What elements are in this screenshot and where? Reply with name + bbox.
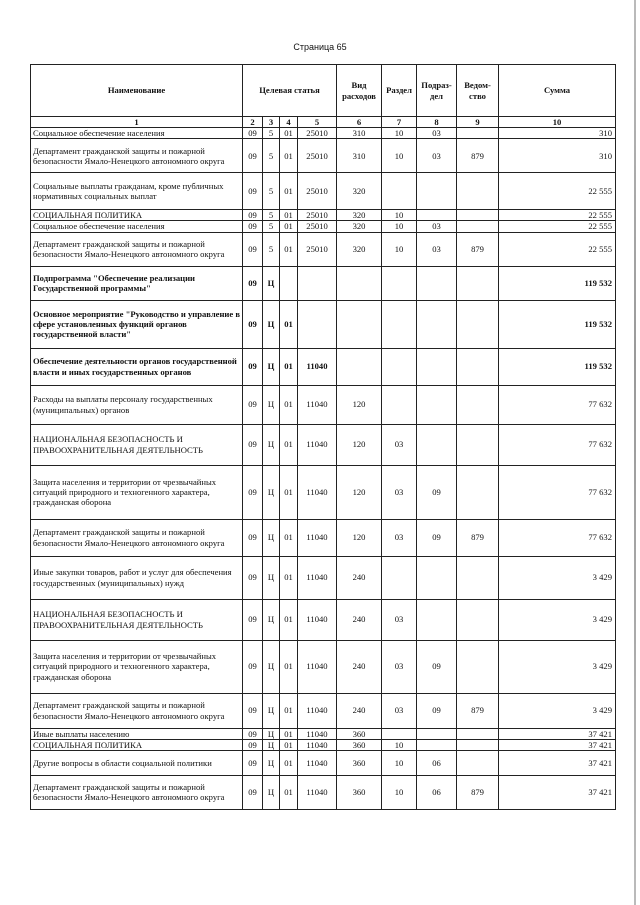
section-code: [382, 300, 417, 348]
row-name: Департамент гражданской защиты и пожарной безопасности Ямало-Ненецкого автономного округа: [31, 232, 243, 266]
expense-type: 120: [337, 519, 382, 556]
col-number: 2: [243, 117, 263, 128]
row-name: НАЦИОНАЛЬНАЯ БЕЗОПАСНОСТЬ И ПРАВООХРАНИТЕЛЬНАЯ ДЕЯТЕЛЬНОСТЬ: [31, 424, 243, 465]
target-code-program: 09: [243, 266, 263, 300]
subsection-code: [417, 556, 457, 599]
target-code-event: 01: [280, 519, 298, 556]
row-name: СОЦИАЛЬНАЯ ПОЛИТИКА: [31, 210, 243, 221]
target-code-event: 01: [280, 556, 298, 599]
row-name: Расходы на выплаты персоналу государственных (муниципальных) органов: [31, 385, 243, 424]
expense-type: 120: [337, 385, 382, 424]
expense-type: 240: [337, 640, 382, 693]
target-code-subprogram: Ц: [263, 750, 280, 775]
expense-type: 120: [337, 465, 382, 519]
department-code: 879: [457, 139, 499, 173]
expense-type: 240: [337, 693, 382, 728]
target-code-direction: 11040: [298, 385, 337, 424]
target-code-direction: 11040: [298, 556, 337, 599]
target-code-subprogram: Ц: [263, 266, 280, 300]
expense-type: [337, 266, 382, 300]
expense-type: 320: [337, 210, 382, 221]
amount: 77 632: [499, 465, 616, 519]
subsection-code: [417, 348, 457, 385]
col-number: 4: [280, 117, 298, 128]
section-code: [382, 348, 417, 385]
amount: 3 429: [499, 640, 616, 693]
expense-type: 240: [337, 556, 382, 599]
amount: 310: [499, 128, 616, 139]
table-row: [31, 424, 616, 465]
target-code-event: 01: [280, 385, 298, 424]
row-name: Департамент гражданской защиты и пожарной безопасности Ямало-Ненецкого автономного округа: [31, 139, 243, 173]
amount: 37 421: [499, 750, 616, 775]
target-code-direction: 11040: [298, 424, 337, 465]
section-code: 03: [382, 519, 417, 556]
department-code: [457, 750, 499, 775]
amount: 77 632: [499, 424, 616, 465]
col-number: 5: [298, 117, 337, 128]
target-code-event: 01: [280, 348, 298, 385]
section-code: 10: [382, 221, 417, 232]
amount: 37 421: [499, 728, 616, 739]
target-code-program: 09: [243, 739, 263, 750]
section-code: [382, 266, 417, 300]
section-code: [382, 556, 417, 599]
target-code-program: 09: [243, 750, 263, 775]
section-code: 10: [382, 232, 417, 266]
subsection-code: 03: [417, 139, 457, 173]
amount: 119 532: [499, 300, 616, 348]
target-code-subprogram: Ц: [263, 519, 280, 556]
expense-type: 310: [337, 139, 382, 173]
target-code-program: 09: [243, 139, 263, 173]
amount: 3 429: [499, 693, 616, 728]
target-code-direction: 11040: [298, 728, 337, 739]
target-code-subprogram: Ц: [263, 556, 280, 599]
department-code: [457, 300, 499, 348]
target-code-subprogram: 5: [263, 221, 280, 232]
target-code-program: 09: [243, 348, 263, 385]
expense-type: 240: [337, 599, 382, 640]
department-code: 879: [457, 775, 499, 809]
target-code-event: 01: [280, 221, 298, 232]
expense-type: 320: [337, 232, 382, 266]
target-code-subprogram: Ц: [263, 465, 280, 519]
expense-type: 360: [337, 739, 382, 750]
department-code: [457, 210, 499, 221]
target-code-direction: 25010: [298, 210, 337, 221]
table-row: [31, 693, 616, 728]
department-code: [457, 128, 499, 139]
section-code: 10: [382, 739, 417, 750]
department-code: [457, 266, 499, 300]
table-row: [31, 728, 616, 739]
target-code-direction: 11040: [298, 519, 337, 556]
table-row: [31, 556, 616, 599]
target-code-event: 01: [280, 139, 298, 173]
department-code: [457, 465, 499, 519]
table-row: [31, 128, 616, 139]
row-name: НАЦИОНАЛЬНАЯ БЕЗОПАСНОСТЬ И ПРАВООХРАНИТЕЛЬНАЯ ДЕЯТЕЛЬНОСТЬ: [31, 599, 243, 640]
table-row: [31, 139, 616, 173]
target-code-event: 01: [280, 640, 298, 693]
expense-type: 360: [337, 775, 382, 809]
target-code-program: 09: [243, 556, 263, 599]
target-code-event: 01: [280, 128, 298, 139]
target-code-direction: 11040: [298, 739, 337, 750]
table-row: [31, 348, 616, 385]
section-code: 10: [382, 775, 417, 809]
target-code-event: [280, 266, 298, 300]
subsection-code: 09: [417, 465, 457, 519]
subsection-code: 09: [417, 640, 457, 693]
header-dept: Ведом-ство: [457, 65, 499, 117]
expense-type: 320: [337, 173, 382, 210]
target-code-subprogram: Ц: [263, 424, 280, 465]
row-name: Департамент гражданской защиты и пожарной безопасности Ямало-Ненецкого автономного округа: [31, 519, 243, 556]
department-code: [457, 385, 499, 424]
page-number: Страница 65: [293, 42, 347, 52]
target-code-program: 09: [243, 300, 263, 348]
amount: 3 429: [499, 599, 616, 640]
section-code: 03: [382, 465, 417, 519]
target-code-event: 01: [280, 599, 298, 640]
target-code-direction: 25010: [298, 221, 337, 232]
target-code-program: 09: [243, 221, 263, 232]
target-code-program: 09: [243, 519, 263, 556]
target-code-program: 09: [243, 775, 263, 809]
target-code-subprogram: Ц: [263, 640, 280, 693]
target-code-event: 01: [280, 232, 298, 266]
expense-type: 310: [337, 128, 382, 139]
expense-type: [337, 348, 382, 385]
col-number: 8: [417, 117, 457, 128]
header-name: Наименование: [31, 65, 243, 117]
department-code: [457, 221, 499, 232]
header-sum: Сумма: [499, 65, 616, 117]
target-code-event: 01: [280, 775, 298, 809]
department-code: 879: [457, 232, 499, 266]
amount: 22 555: [499, 221, 616, 232]
target-code-event: 01: [280, 300, 298, 348]
target-code-subprogram: Ц: [263, 348, 280, 385]
amount: 22 555: [499, 173, 616, 210]
table-row: [31, 640, 616, 693]
section-code: 10: [382, 750, 417, 775]
header-section: Раздел: [382, 65, 417, 117]
target-code-event: 01: [280, 173, 298, 210]
section-code: 10: [382, 139, 417, 173]
subsection-code: 09: [417, 693, 457, 728]
col-number: 10: [499, 117, 616, 128]
target-code-subprogram: Ц: [263, 775, 280, 809]
table-row: [31, 739, 616, 750]
table-row: [31, 750, 616, 775]
amount: 22 555: [499, 232, 616, 266]
target-code-event: 01: [280, 210, 298, 221]
target-code-direction: 11040: [298, 640, 337, 693]
subsection-code: [417, 210, 457, 221]
subsection-code: 03: [417, 232, 457, 266]
target-code-subprogram: Ц: [263, 599, 280, 640]
target-code-subprogram: Ц: [263, 300, 280, 348]
target-code-direction: 11040: [298, 750, 337, 775]
target-code-event: 01: [280, 739, 298, 750]
department-code: [457, 173, 499, 210]
section-code: 03: [382, 640, 417, 693]
subsection-code: 03: [417, 221, 457, 232]
expense-type: 360: [337, 728, 382, 739]
table-row: [31, 173, 616, 210]
target-code-subprogram: Ц: [263, 739, 280, 750]
section-code: 10: [382, 128, 417, 139]
section-code: [382, 728, 417, 739]
table-row: [31, 232, 616, 266]
target-code-subprogram: Ц: [263, 385, 280, 424]
target-code-direction: 11040: [298, 465, 337, 519]
subsection-code: [417, 385, 457, 424]
target-code-direction: 11040: [298, 599, 337, 640]
column-number-row: [31, 117, 616, 128]
target-code-program: 09: [243, 693, 263, 728]
target-code-direction: 11040: [298, 348, 337, 385]
amount: 37 421: [499, 739, 616, 750]
amount: 119 532: [499, 348, 616, 385]
department-code: [457, 556, 499, 599]
amount: 37 421: [499, 775, 616, 809]
target-code-program: 09: [243, 173, 263, 210]
expense-type: 120: [337, 424, 382, 465]
row-name: Иные закупки товаров, работ и услуг для обеспечения государственных (муниципальных) нужд: [31, 556, 243, 599]
target-code-direction: 25010: [298, 173, 337, 210]
target-code-direction: [298, 266, 337, 300]
department-code: [457, 739, 499, 750]
amount: 77 632: [499, 385, 616, 424]
target-code-subprogram: Ц: [263, 693, 280, 728]
section-code: 03: [382, 693, 417, 728]
department-code: [457, 348, 499, 385]
target-code-direction: [298, 300, 337, 348]
target-code-event: 01: [280, 424, 298, 465]
section-code: 03: [382, 424, 417, 465]
subsection-code: 09: [417, 519, 457, 556]
target-code-program: 09: [243, 210, 263, 221]
table-row: [31, 300, 616, 348]
target-code-direction: 25010: [298, 139, 337, 173]
amount: 3 429: [499, 556, 616, 599]
table-row: [31, 221, 616, 232]
row-name: Основное мероприятие "Руководство и управление в сфере установленных функций органов государственной власти": [31, 300, 243, 348]
expense-type: 360: [337, 750, 382, 775]
amount: 77 632: [499, 519, 616, 556]
amount: 310: [499, 139, 616, 173]
target-code-program: 09: [243, 599, 263, 640]
table-row: [31, 210, 616, 221]
row-name: Социальное обеспечение населения: [31, 221, 243, 232]
target-code-event: 01: [280, 750, 298, 775]
section-code: 10: [382, 210, 417, 221]
table-row: [31, 599, 616, 640]
table-row: [31, 385, 616, 424]
section-code: [382, 173, 417, 210]
department-code: [457, 424, 499, 465]
target-code-subprogram: 5: [263, 173, 280, 210]
target-code-subprogram: 5: [263, 139, 280, 173]
row-name: Защита населения и территории от чрезвычайных ситуаций природного и техногенного характера, гражданская оборона: [31, 640, 243, 693]
row-name: Департамент гражданской защиты и пожарной безопасности Ямало-Ненецкого автономного округа: [31, 693, 243, 728]
target-code-event: 01: [280, 465, 298, 519]
row-name: Подпрограмма "Обеспечение реализации Государственной программы": [31, 266, 243, 300]
target-code-direction: 25010: [298, 128, 337, 139]
table-row: [31, 775, 616, 809]
row-name: Социальные выплаты гражданам, кроме публичных нормативных социальных выплат: [31, 173, 243, 210]
department-code: 879: [457, 519, 499, 556]
target-code-direction: 25010: [298, 232, 337, 266]
row-name: Социальное обеспечение населения: [31, 128, 243, 139]
table-row: [31, 465, 616, 519]
table-row: [31, 266, 616, 300]
header-type: Вид расходов: [337, 65, 382, 117]
subsection-code: [417, 739, 457, 750]
header-subsection: Подраз-дел: [417, 65, 457, 117]
table-row: [31, 519, 616, 556]
col-number: 9: [457, 117, 499, 128]
row-name: Иные выплаты населению: [31, 728, 243, 739]
target-code-event: 01: [280, 728, 298, 739]
subsection-code: 06: [417, 775, 457, 809]
col-number: 1: [31, 117, 243, 128]
expense-type: [337, 300, 382, 348]
subsection-code: [417, 266, 457, 300]
row-name: СОЦИАЛЬНАЯ ПОЛИТИКА: [31, 739, 243, 750]
row-name: Другие вопросы в области социальной политики: [31, 750, 243, 775]
department-code: [457, 599, 499, 640]
expense-type: 320: [337, 221, 382, 232]
row-name: Департамент гражданской защиты и пожарной безопасности Ямало-Ненецкого автономного округа: [31, 775, 243, 809]
target-code-program: 09: [243, 232, 263, 266]
target-code-direction: 11040: [298, 775, 337, 809]
subsection-code: [417, 173, 457, 210]
amount: 119 532: [499, 266, 616, 300]
subsection-code: [417, 424, 457, 465]
budget-table: [30, 64, 616, 810]
col-number: 3: [263, 117, 280, 128]
col-number: 7: [382, 117, 417, 128]
section-code: [382, 385, 417, 424]
target-code-subprogram: Ц: [263, 728, 280, 739]
department-code: [457, 640, 499, 693]
target-code-event: 01: [280, 693, 298, 728]
subsection-code: 03: [417, 128, 457, 139]
row-name: Обеспечение деятельности органов государственной власти и иных государственных органов: [31, 348, 243, 385]
target-code-program: 09: [243, 424, 263, 465]
target-code-program: 09: [243, 640, 263, 693]
target-code-direction: 11040: [298, 693, 337, 728]
target-code-program: 09: [243, 385, 263, 424]
department-code: [457, 728, 499, 739]
target-code-subprogram: 5: [263, 210, 280, 221]
col-number: 6: [337, 117, 382, 128]
row-name: Защита населения и территории от чрезвычайных ситуаций природного и техногенного характера, гражданская оборона: [31, 465, 243, 519]
scan-edge: [634, 0, 636, 905]
target-code-subprogram: 5: [263, 128, 280, 139]
section-code: 03: [382, 599, 417, 640]
amount: 22 555: [499, 210, 616, 221]
subsection-code: 06: [417, 750, 457, 775]
target-code-program: 09: [243, 128, 263, 139]
subsection-code: [417, 599, 457, 640]
target-code-subprogram: 5: [263, 232, 280, 266]
department-code: 879: [457, 693, 499, 728]
header-target: Целевая статья: [243, 65, 337, 117]
target-code-program: 09: [243, 465, 263, 519]
header-row: [31, 65, 616, 117]
subsection-code: [417, 300, 457, 348]
subsection-code: [417, 728, 457, 739]
target-code-program: 09: [243, 728, 263, 739]
